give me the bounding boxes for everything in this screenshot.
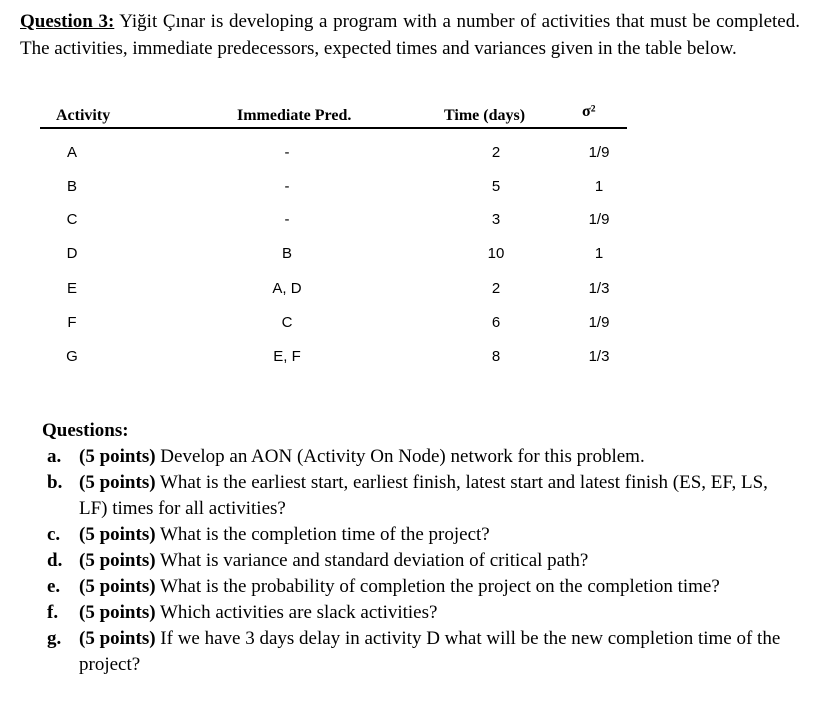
cell-time: 2 <box>491 144 501 161</box>
header-variance: σ² <box>582 103 596 120</box>
question-text: Develop an AON (Activity On Node) network for this problem. <box>155 446 645 467</box>
question-letter: d. <box>47 550 63 571</box>
question-letter: e. <box>47 576 61 597</box>
questions-list <box>42 444 799 678</box>
cell-variance: 1/3 <box>588 348 610 365</box>
cell-time: 5 <box>491 178 501 195</box>
question-text: Yiğit Çınar is developing a program with a number of activities that must be completed. The activities, immediate predecessors, expected times and variances given in the table below. <box>20 11 800 59</box>
question-text: What is the completion time of the project? <box>155 524 490 545</box>
question-letter: a. <box>47 446 62 467</box>
question-label: Question 3: <box>20 11 115 32</box>
cell-time: 3 <box>491 211 501 228</box>
cell-pred: B <box>281 245 292 262</box>
cell-time: 10 <box>487 245 505 262</box>
cell-time: 8 <box>491 348 501 365</box>
question-points: (5 points) <box>79 602 156 623</box>
question-letter: g. <box>47 628 62 649</box>
question-item <box>42 470 799 522</box>
cell-variance: 1 <box>594 178 604 195</box>
question-points: (5 points) <box>79 576 156 597</box>
question-points: (5 points) <box>79 628 156 649</box>
header-immediate-pred: Immediate Pred. <box>237 107 352 124</box>
cell-activity: A <box>66 144 77 161</box>
cell-variance: 1 <box>594 245 604 262</box>
question-text: What is variance and standard deviation of critical path? <box>155 550 589 571</box>
cell-variance: 1/9 <box>588 144 610 161</box>
question-points: (5 points) <box>79 524 156 545</box>
cell-pred: C <box>281 314 293 331</box>
header-activity: Activity <box>56 107 111 124</box>
question-letter: c. <box>47 524 61 545</box>
header-time: Time (days) <box>444 107 526 124</box>
cell-time: 6 <box>491 314 501 331</box>
question-letter: b. <box>47 472 63 493</box>
question-letter: f. <box>47 602 59 623</box>
question-item <box>42 626 799 678</box>
cell-variance: 1/3 <box>588 280 610 297</box>
cell-variance: 1/9 <box>588 211 610 228</box>
question-item <box>42 444 799 470</box>
question-item <box>42 548 799 574</box>
header-rule <box>40 127 627 129</box>
cell-pred: A, D <box>272 280 302 297</box>
question-item <box>42 574 799 600</box>
cell-variance: 1/9 <box>588 314 610 331</box>
question-item <box>42 600 799 626</box>
question-text: If we have 3 days delay in activity D what will be the new completion time of the project? <box>79 628 781 675</box>
cell-activity: F <box>67 314 77 331</box>
question-points: (5 points) <box>79 550 156 571</box>
cell-activity: E <box>66 280 77 297</box>
cell-activity: G <box>66 348 78 365</box>
cell-activity: D <box>66 245 78 262</box>
cell-activity: B <box>66 178 77 195</box>
cell-pred: - <box>284 211 290 228</box>
question-text: What is the earliest start, earliest finish, latest start and latest finish (ES, EF, LS, LF) times for all activities? <box>79 472 768 519</box>
cell-pred: E, F <box>273 348 301 365</box>
questions-section <box>42 418 799 678</box>
cell-time: 2 <box>491 280 501 297</box>
question-text: What is the probability of completion the project on the completion time? <box>155 576 720 597</box>
cell-pred: - <box>284 144 290 161</box>
questions-title: Questions: <box>42 420 129 441</box>
cell-pred: - <box>284 178 290 195</box>
question-item <box>42 522 799 548</box>
question-points: (5 points) <box>79 472 156 493</box>
question-text: Which activities are slack activities? <box>155 602 438 623</box>
cell-activity: C <box>66 211 78 228</box>
question-points: (5 points) <box>79 446 156 467</box>
